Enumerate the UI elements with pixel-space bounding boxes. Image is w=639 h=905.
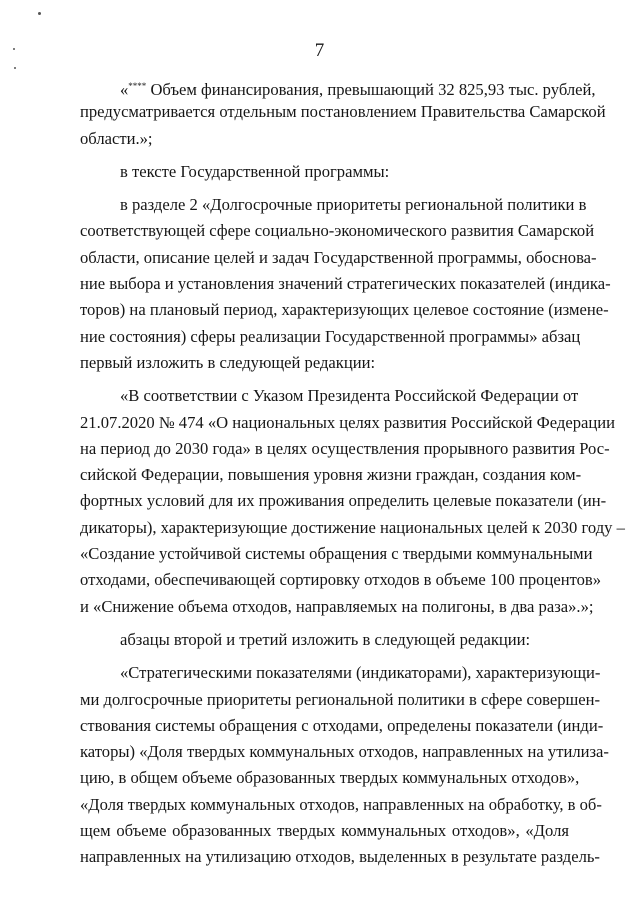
page-number: 7: [314, 40, 325, 61]
text-line: ние выбора и установления значений стратегических показателей (индика-: [80, 274, 611, 294]
text-line: цию, в общем объеме образованных твердых коммунальных отходов»,: [80, 768, 580, 788]
footnote-marker: ****: [128, 81, 147, 91]
text-line: отходами, обеспечивающей сортировку отходов в объеме 100 процентов»: [80, 570, 602, 590]
text-line: 21.07.2020 № 474 «О национальных целях развития Российской Федерации: [80, 412, 616, 432]
text-line: и «Снижение объема отходов, направляемых на полигоны, в два раза».»;: [80, 596, 594, 616]
text-line: области, описание целей и задач Государственной программы, обоснова-: [80, 247, 597, 267]
scan-speck: [14, 67, 16, 69]
text-line: дикаторы), характеризующие достижение национальных целей к 2030 году –: [80, 517, 625, 537]
text-line: «Доля твердых коммунальных отходов, направленных на обработку, в об-: [80, 794, 602, 814]
text-line: в тексте Государственной программы:: [120, 161, 390, 181]
text-line: щем объеме образованных твердых коммунальных отходов», «Доля: [80, 821, 569, 841]
document-body: [80, 73, 625, 871]
text-line: абзацы второй и третий изложить в следующей редакции:: [120, 629, 531, 649]
text-line: ми долгосрочные приоритеты региональной политики в сфере совершен-: [80, 689, 601, 709]
text-line: «Создание устойчивой системы обращения с твердыми коммунальными: [80, 544, 593, 564]
text-line: сийской Федерации, повышения уровня жизни граждан, создания ком-: [80, 465, 582, 485]
text-line: в разделе 2 «Долгосрочные приоритеты региональной политики в: [120, 195, 587, 215]
text-line: области.»;: [80, 128, 153, 148]
text-line: «Стратегическими показателями (индикаторами), характеризующи-: [120, 663, 601, 683]
text-line: на период до 2030 года» в целях осуществления прорывного развития Рос-: [80, 438, 610, 458]
text-line: направленных на утилизацию отходов, выделенных в результате раздель-: [80, 847, 600, 867]
text-line: первый изложить в следующей редакции:: [80, 352, 376, 372]
scan-speck: [38, 12, 41, 15]
text-line: торов) на плановый период, характеризующих целевое состояние (измене-: [80, 300, 609, 320]
text-line: ствования системы обращения с отходами, определены показатели (инди-: [80, 715, 604, 735]
text-line: «В соответствии с Указом Президента Российской Федерации от: [120, 386, 579, 406]
text-line: ние состояния) сферы реализации Государственной программы» абзац: [80, 326, 581, 346]
text-line: соответствующей сфере социально-экономического развития Самарской: [80, 221, 595, 241]
text-line: «**** Объем финансирования, превышающий 32 825,93 тыс. рублей,: [120, 80, 596, 99]
text-line: каторы) «Доля твердых коммунальных отходов, направленных на утилиза-: [80, 742, 609, 762]
text-line: предусматривается отдельным постановлением Правительства Самарской: [80, 102, 606, 122]
text-line: фортных условий для их проживания определить целевые показатели (ин-: [80, 491, 607, 511]
